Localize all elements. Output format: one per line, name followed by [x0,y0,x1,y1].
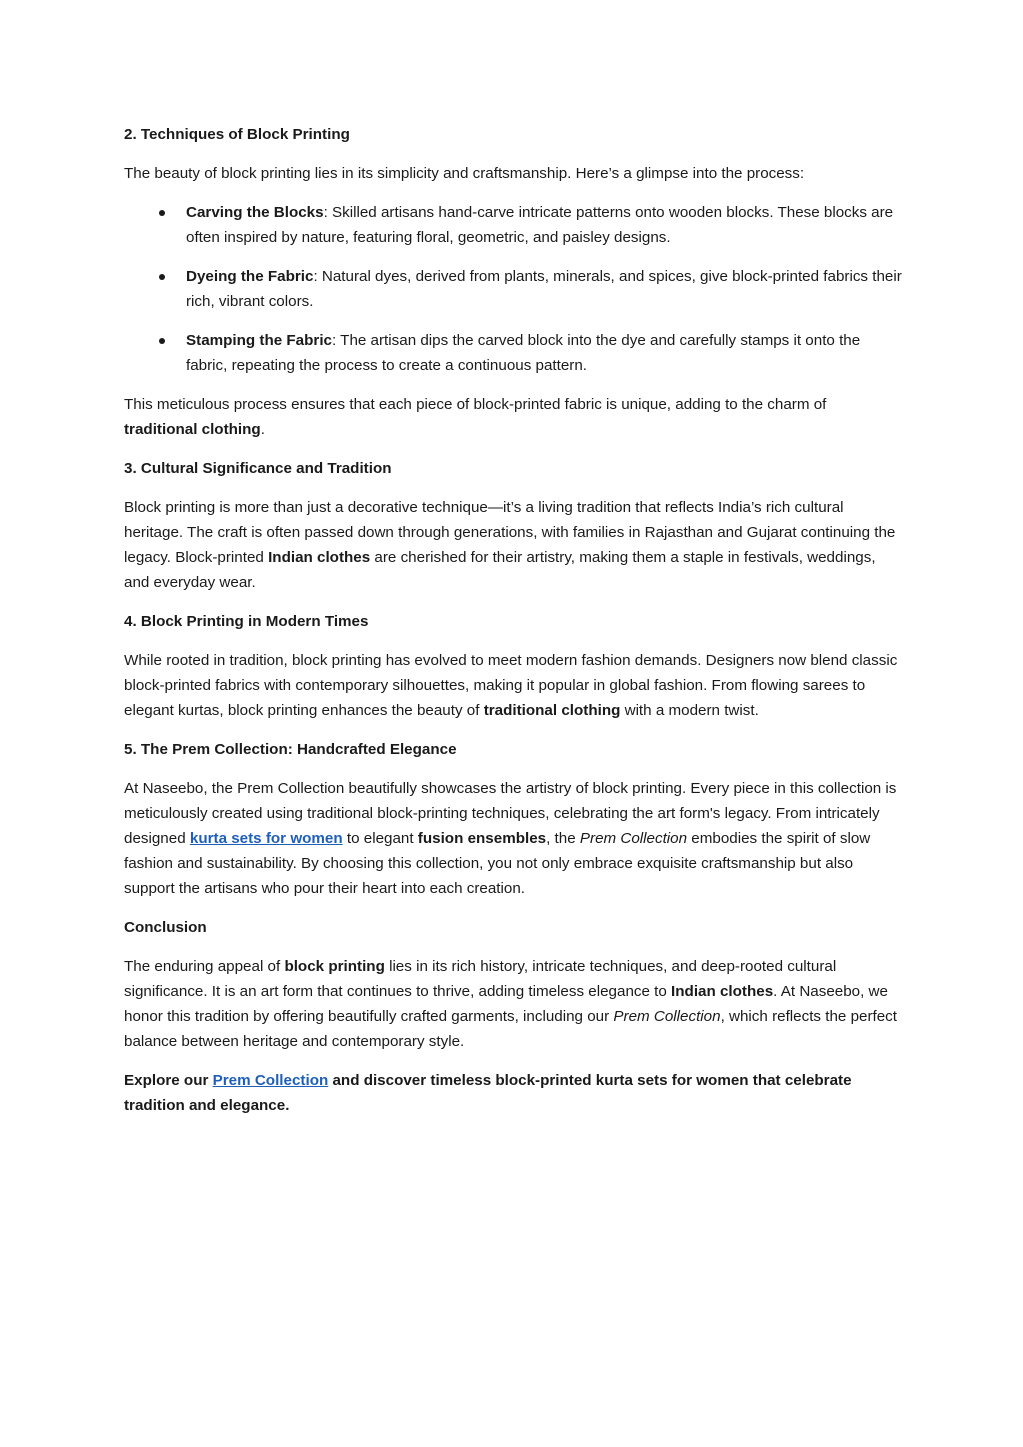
paragraph-techniques-outro [124,392,904,442]
document-body [124,122,904,1118]
bullet-title: Dyeing the Fabric [186,268,314,285]
italic-text: Prem Collection [579,830,688,847]
paragraph-conclusion [124,954,904,1054]
list-item [124,264,904,314]
bold-text: block printing [284,958,385,975]
text-run: Explore our [124,1072,213,1089]
paragraph-cultural [124,495,904,595]
text-run: , which reflects the perfect balance between heritage and contemporary style. [124,1008,897,1050]
text-run: and discover timeless block-printed kurta sets for women that celebrate tradition and elegance. [124,1072,852,1114]
bullet-text: : The artisan dips the carved block into the dye and carefully stamps it onto the fabric, repeating the process to create a continuous pattern. [186,332,861,374]
text-run: , the [546,830,580,847]
list-item [124,328,904,378]
techniques-list [124,200,904,378]
bold-text: Indian clothes [671,983,774,1000]
bullet-title: Stamping the Fabric [186,332,332,349]
text-run: lies in its rich history, intricate techniques, and deep-rooted cultural significance. It is an art form that continues to thrive, adding timeless elegance to [124,958,837,1000]
paragraph-modern [124,648,904,723]
text-run: While rooted in tradition, block printing has evolved to meet modern fashion demands. Designers now blend classic block-printed fabrics with contemporary silhouettes, making it popular in global fashion. From flowing sarees to elegant kurtas, block printing enhances the beauty of [124,652,898,719]
bold-text: traditional clothing [124,421,261,438]
text-run: . [260,421,265,438]
text-run: embodies the spirit of slow fashion and sustainability. By choosing this collection, you not only embrace exquisite craftsmanship but also support the artisans who pour their heart into each creation. [124,830,871,897]
bold-text: traditional clothing [483,702,621,719]
text-run: . At Naseebo, we honor this tradition by offering beautifully crafted garments, including our [124,983,888,1025]
bold-text: Indian clothes [268,549,371,566]
kurta-sets-link[interactable]: kurta sets for women [189,830,343,847]
bullet-text: : Natural dyes, derived from plants, minerals, and spices, give block-printed fabrics their rich, vibrant colors. [186,268,902,310]
bold-text: fusion ensembles [417,830,547,847]
section-heading-conclusion: Conclusion [124,919,207,936]
text-run: are cherished for their artistry, making them a staple in festivals, weddings, and everyday wear. [124,549,876,591]
text-run: The enduring appeal of [124,958,285,975]
section-heading-modern: 4. Block Printing in Modern Times [124,613,369,630]
list-item [124,200,904,250]
bullet-title: Carving the Blocks [186,204,324,221]
section-heading-techniques: 2. Techniques of Block Printing [124,126,350,143]
paragraph-techniques-intro: The beauty of block printing lies in its simplicity and craftsmanship. Here’s a glimpse into the process: [124,165,805,182]
section-heading-prem-collection: 5. The Prem Collection: Handcrafted Elegance [124,741,457,758]
text-run: with a modern twist. [620,702,759,719]
prem-collection-link[interactable]: Prem Collection [212,1072,329,1089]
text-run: to elegant [342,830,418,847]
bullet-text: : Skilled artisans hand-carve intricate patterns onto wooden blocks. These blocks are often inspired by nature, featuring floral, geometric, and paisley designs. [186,204,894,246]
text-run: This meticulous process ensures that each piece of block-printed fabric is unique, adding to the charm of [124,396,827,413]
italic-text: Prem Collection [613,1008,721,1025]
paragraph-prem-collection [124,776,904,901]
text-run: Block printing is more than just a decorative technique—it’s a living tradition that reflects India’s rich cultural heritage. The craft is often passed down through generations, with families in Rajasthan and Gujarat continuing the legacy. Block-printed [124,499,896,566]
text-run: At Naseebo, the Prem Collection beautifully showcases the artistry of block printing. Every piece in this collection is meticulously created using traditional block-printing techniques, celebrating the art form's legacy. From intricately designed [124,780,897,847]
section-heading-cultural: 3. Cultural Significance and Tradition [124,460,392,477]
call-to-action [124,1068,904,1118]
